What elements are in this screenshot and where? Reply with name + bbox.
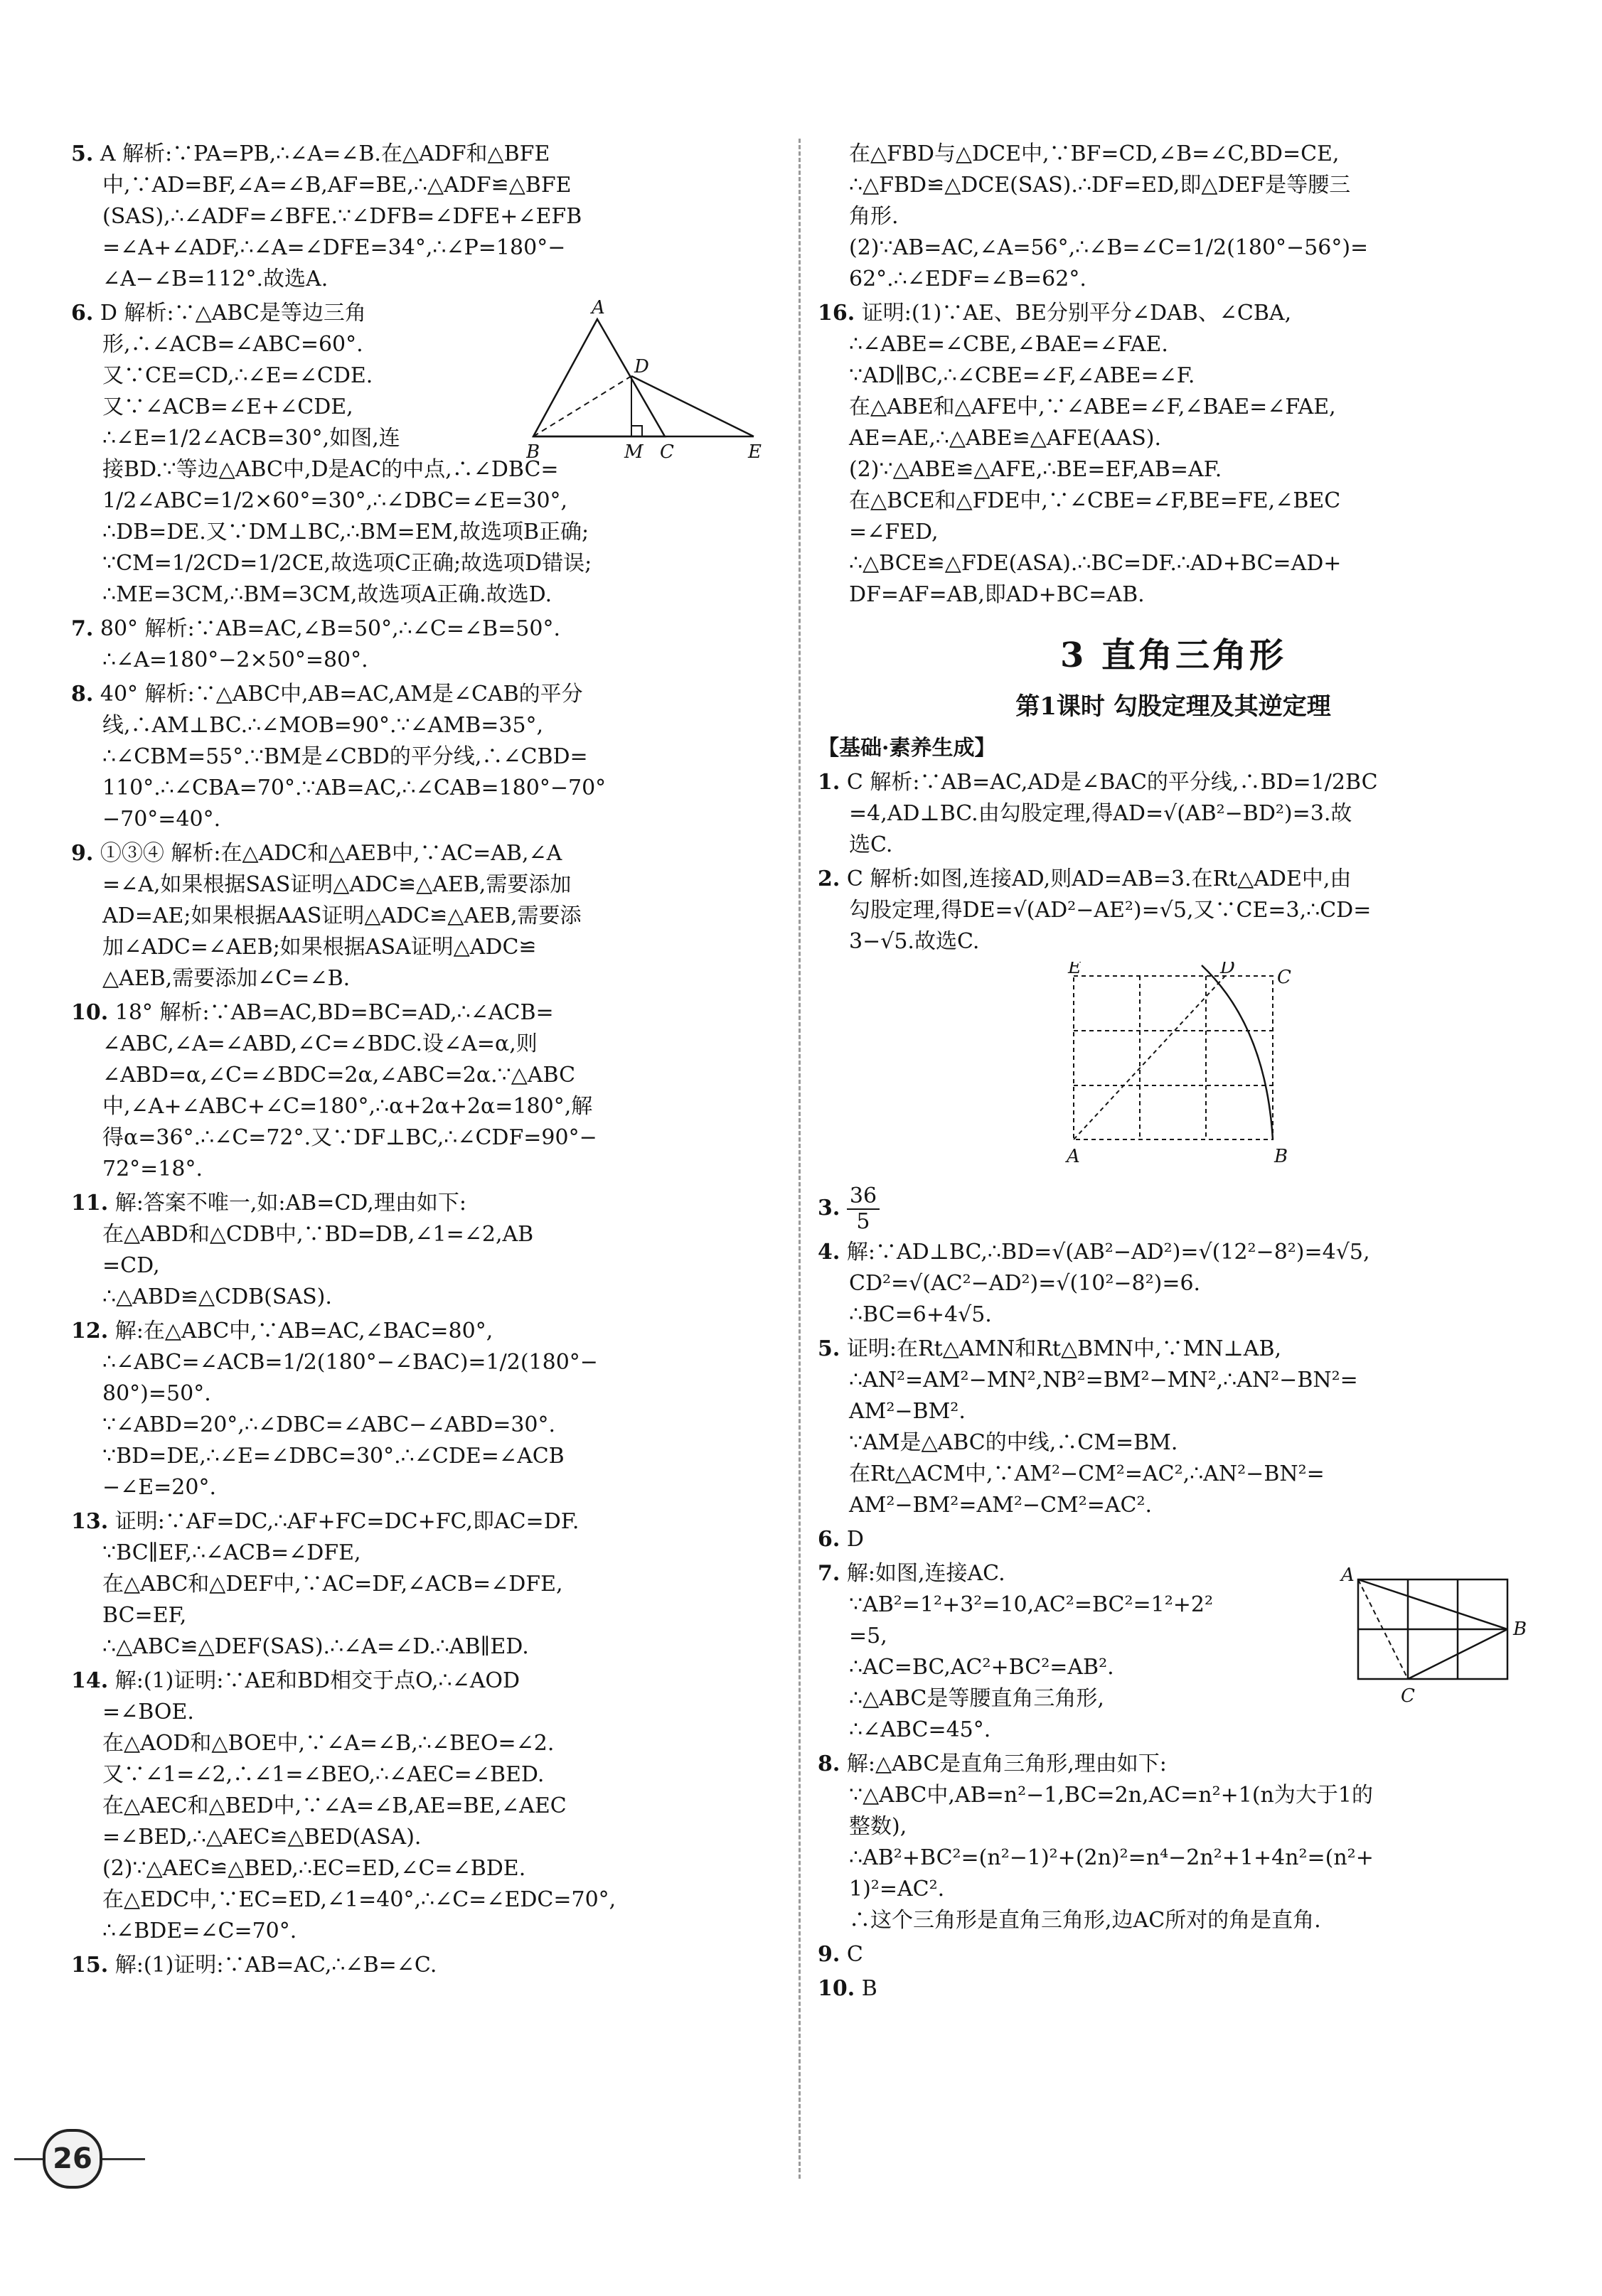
label-b: B [1513, 1619, 1527, 1640]
answer-5: 5. 证明:在Rt△AMN和Rt△BMN中,∵MN⊥AB, ∴AN²=AM²−MN²,NB²=BM²−MN²,∴AN²−BN²= AM²−BM². ∵AM是△ABC的中线,∴CM=BM. 在Rt△ACM中,∵AM²−CM²=AC²,∴AN²−BN²= AM²−BM²=AM²−CM²=AC². [818, 1336, 1358, 1518]
grid-figure-q2 [1052, 962, 1294, 1177]
question-14: 14. 解:(1)证明:∵AE和BD相交于点O,∴∠AOD =∠BOE. 在△AOD和△BOE中,∵∠A=∠B,∴∠BEO=∠2. 又∵∠1=∠2,∴∠1=∠BEO,∴∠AEC=∠BED. 在△AEC和△BED中,∵∠A=∠B,AE=BE,∠AEC =∠BED,∴△AEC≌△BED(ASA). (2)∵△AEC≌△BED,∴EC=ED,∠C=∠BDE. 在△EDC中,∵EC=ED,∠1=40°,∴∠C=∠EDC=70°, ∴∠BDE=∠C=70°. [71, 1668, 616, 1943]
question-9: 9. ①③④ 解析:在△ADC和△AEB中,∵AC=AB,∠A =∠A,如果根据SAS证明△ADC≌△AEB,需要添加 AD=AE;如果根据AAS证明△ADC≌△AEB,需要添 加∠ADC=∠AEB;如果根据ASA证明△ADC≌ △AEB,需要添加∠C=∠B. [71, 841, 582, 991]
label-b: B [526, 441, 540, 463]
section-title: 3 直角三角形 [1059, 635, 1287, 675]
question-11: 11. 解:答案不唯一,如:AB=CD,理由如下: 在△ABD和△CDB中,∵BD=DB,∠1=∠2,AB =CD, ∴△ABD≌△CDB(SAS). [71, 1191, 534, 1309]
label-a: A [1067, 1146, 1080, 1167]
answer-4: 4. 解:∵AD⊥BC,∴BD=√(AB²−AD²)=√(12²−8²)=4√5, CD²=√(AC²−AD²)=√(10²−8²)=6. ∴BC=6+4√5. [818, 1240, 1370, 1327]
grid-figure-q7 [1330, 1565, 1529, 1717]
fraction: $\frac{36}{5}$ [847, 1184, 880, 1234]
label-d: D [1220, 962, 1235, 978]
label-a: A [592, 298, 605, 318]
question-10: 10. 18° 解析:∵AB=AC,BD=BC=AD,∴∠ACB= ∠ABC,∠A=∠ABD,∠C=∠BDC.设∠A=α,则 ∠ABD=α,∠C=∠BDC=2α,∠ABC=2α.∵△ABC 中,∠A+∠ABC+∠C=180°,∴α+2α+2α=180°,解 得α=36°.∴∠C=72°.又∵DF⊥BC,∴∠CDF=90°− 72°=18°. [71, 1000, 597, 1181]
label-e: E [748, 441, 762, 463]
answer-2: 2. C 解析:如图,连接AD,则AD=AB=3.在Rt△ADE中,由 勾股定理,得DE=√(AD²−AE²)=√5,又∵CE=3,∴CD= 3−√5.故选C. E D C A B [818, 864, 1529, 1177]
question-16: 16. 证明:(1)∵AE、BE分别平分∠DAB、∠CBA, ∴∠ABE=∠CBE,∠BAE=∠FAE. ∵AD∥BC,∴∠CBE=∠F,∠ABE=∠F. 在△ABE和△AFE中,∵∠ABE=∠F,∠BAE=∠FAE, AE=AE,∴△ABE≌△AFE(AAS). (2)∵△ABE≌△AFE,∴BE=EF,AB=AF. 在△BCE和△FDE中,∵∠CBE=∠F,BE=FE,∠BEC =∠FED, ∴△BCE≌△FDE(ASA).∴BC=DF.∴AD+BC=AD+ DF=AF=AB,即AD+BC=AB. [818, 301, 1342, 607]
question-12: 12. 解:在△ABC中,∵AB=AC,∠BAC=80°, ∴∠ABC=∠ACB=1/2(180°−∠BAC)=1/2(180°− 80°)=50°. ∵∠ABD=20°,∴∠DBC=∠ABC−∠ABD=30°. ∵BD=DE,∴∠E=∠DBC=30°.∴∠CDE=∠ACB −∠E=20°. [71, 1319, 598, 1500]
triangle-figure-q6 [526, 298, 782, 478]
page-number: 26 [14, 2129, 145, 2189]
answer-10: 10. B [818, 1976, 877, 2001]
question-13: 13. 证明:∵AF=DC,∴AF+FC=DC+FC,即AC=DF. ∵BC∥EF,∴∠ACB=∠DFE, 在△ABC和△DEF中,∵AC=DF,∠ACB=∠DFE, BC=EF, ∴△ABC≌△DEF(SAS).∴∠A=∠D.∴AB∥ED. [71, 1509, 580, 1659]
lesson-title: 第1课时 勾股定理及其逆定理 [1015, 692, 1331, 721]
question-6: 6. D 解析:∵△ABC是等边三角 形,∴∠ACB=∠ABC=60°. 又∵CE=CD,∴∠E=∠CDE. 又∵∠ACB=∠E+∠CDE, ∴∠E=1/2∠ACB=30°,如图,连 A D B M C E 接BD.∵等边△ABC中,D是AC的中点,∴∠DBC= 1/2∠ABC=1/2×60°=30°,∴∠DBC=∠E=30°, ∴DB=DE.又∵DM⊥BC,∴BM=EM,故选项B正确; ∵CM=1/2CD=1/2CE,故选项C正确;故选项D错误; ∴ME=3CM,∴BM=3CM,故选项A正确.故选D. [71, 298, 782, 611]
label-c: C [1277, 967, 1291, 988]
answer-7: 7. 解:如图,连接AC. ∵AB²=1²+3²=10,AC²=BC²=1²+2² =5, ∴AC=BC,AC²+BC²=AB². ∴△ABC是等腰直角三角形, ∴∠ABC=45°. A B C [818, 1558, 1529, 1746]
question-15: 15. 解:(1)证明:∵AB=AC,∴∠B=∠C. [71, 1953, 437, 1978]
section-tag: 【基础·素养生成】 [818, 736, 996, 761]
label-a: A [1341, 1565, 1355, 1586]
question-8: 8. 40° 解析:∵△ABC中,AB=AC,AM是∠CAB的平分 线,∴AM⊥BC.∴∠MOB=90°.∵∠AMB=35°, ∴∠CBM=55°.∵BM是∠CBD的平分线,∴∠CBD= 110°.∴∠CBA=70°.∵AB=AC,∴∠CAB=180°−70° −70°=40°. [71, 682, 607, 832]
label-c: C [660, 441, 674, 463]
label-d: D [634, 356, 649, 377]
left-column [71, 139, 782, 1984]
answer-3: 3. $\frac{36}{5}$ [818, 1184, 1529, 1234]
question-15-continued: 在△FBD与△DCE中,∵BF=CD,∠B=∠C,BD=CE, ∴△FBD≌△DCE(SAS).∴DF=ED,即△DEF是等腰三 角形. (2)∵AB=AC,∠A=56°,∴∠B=∠C=1/2(180°−56°)= 62°.∴∠EDF=∠B=62°. [849, 141, 1369, 291]
right-column [818, 139, 1529, 2007]
question-5: 5. A 解析:∵PA=PB,∴∠A=∠B.在△ADF和△BFE 中,∵AD=BF,∠A=∠B,AF=BE,∴△ADF≌△BFE (SAS),∴∠ADF=∠BFE.∵∠DFB=∠DFE+∠EFB =∠A+∠ADF,∴∠A=∠DFE=34°,∴∠P=180°− ∠A−∠B=112°.故选A. [71, 141, 582, 291]
answer-6: 6. D [818, 1527, 864, 1552]
answer-8: 8. 解:△ABC是直角三角形,理由如下: ∵△ABC中,AB=n²−1,BC=2n,AC=n²+1(n为大于1的 整数), ∴AB²+BC²=(n²−1)²+(2n)²=n⁴−2n²+1+4n²=(n²+ 1)²=AC². ∴这个三角形是直角三角形,边AC所对的角是直角. [818, 1751, 1374, 1933]
label-b: B [1274, 1146, 1288, 1167]
label-m: M [624, 441, 644, 463]
label-e: E [1068, 962, 1082, 978]
answer-1: 1. C 解析:∵AB=AC,AD是∠BAC的平分线,∴BD=1/2BC =4,AD⊥BC.由勾股定理,得AD=√(AB²−BD²)=3.故 选C. [818, 770, 1378, 857]
label-c: C [1401, 1685, 1415, 1707]
answer-9: 9. C [818, 1942, 863, 1967]
question-7: 7. 80° 解析:∵AB=AC,∠B=50°,∴∠C=∠B=50°. ∴∠A=180°−2×50°=80°. [71, 616, 560, 672]
